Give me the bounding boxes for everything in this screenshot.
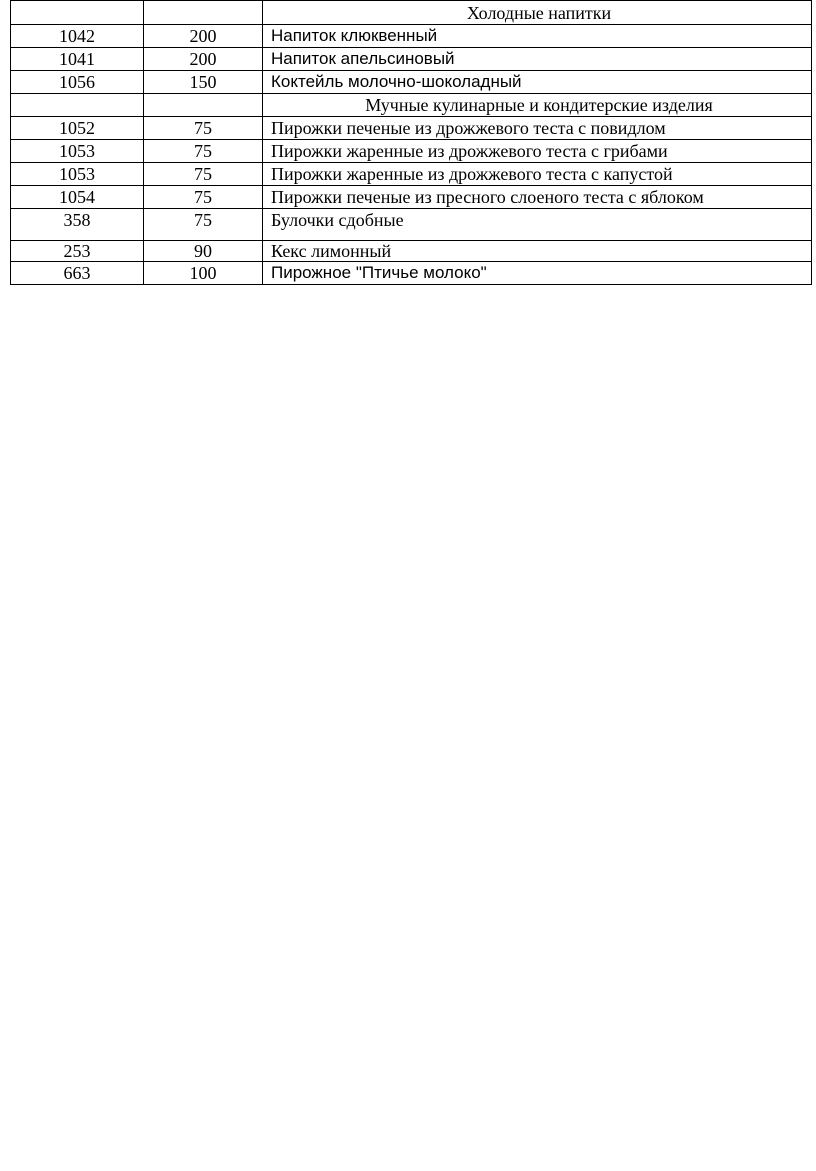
menu-sheet (10, 0, 812, 285)
dish-name: Напиток апельсиновый (263, 48, 812, 71)
portion-yield: 75 (144, 186, 263, 209)
recipe-code: 1056 (11, 71, 144, 94)
recipe-code: 663 (11, 262, 144, 285)
table-row (11, 140, 812, 163)
table-row (11, 163, 812, 186)
section-header-row (11, 1, 812, 25)
dish-name: Напиток клюквенный (263, 25, 812, 48)
recipe-code: 358 (11, 209, 144, 241)
dish-name: Пирожки печеные из пресного слоеного теста с яблоком (263, 186, 812, 209)
section-title: Мучные кулинарные и кондитерские изделия (263, 94, 812, 117)
dish-name: Пирожки жаренные из дрожжевого теста с капустой (263, 163, 812, 186)
table-row (11, 186, 812, 209)
table-row (11, 262, 812, 285)
portion-yield: 75 (144, 117, 263, 140)
empty-code-cell (11, 94, 144, 117)
dish-name: Булочки сдобные (263, 209, 812, 241)
portion-yield: 90 (144, 241, 263, 262)
table-row (11, 117, 812, 140)
dish-name: Пирожки жаренные из дрожжевого теста с грибами (263, 140, 812, 163)
portion-yield: 100 (144, 262, 263, 285)
recipe-code: 1053 (11, 163, 144, 186)
recipe-code: 1041 (11, 48, 144, 71)
portion-yield: 200 (144, 25, 263, 48)
portion-yield: 75 (144, 140, 263, 163)
recipe-code: 253 (11, 241, 144, 262)
table-row (11, 209, 812, 241)
dish-name: Кекс лимонный (263, 241, 812, 262)
recipe-code: 1053 (11, 140, 144, 163)
portion-yield: 150 (144, 71, 263, 94)
recipe-code: 1052 (11, 117, 144, 140)
table-row (11, 25, 812, 48)
recipe-code: 1054 (11, 186, 144, 209)
empty-code-cell (11, 1, 144, 25)
dish-name: Коктейль молочно-шоколадный (263, 71, 812, 94)
table-row (11, 241, 812, 262)
menu-table (10, 0, 812, 285)
portion-yield: 200 (144, 48, 263, 71)
portion-yield: 75 (144, 209, 263, 241)
table-row (11, 48, 812, 71)
empty-yield-cell (144, 1, 263, 25)
table-row (11, 71, 812, 94)
portion-yield: 75 (144, 163, 263, 186)
section-title: Холодные напитки (263, 1, 812, 25)
section-header-row (11, 94, 812, 117)
empty-yield-cell (144, 94, 263, 117)
recipe-code: 1042 (11, 25, 144, 48)
dish-name: Пирожки печеные из дрожжевого теста с повидлом (263, 117, 812, 140)
dish-name: Пирожное "Птичье молоко" (263, 262, 812, 285)
